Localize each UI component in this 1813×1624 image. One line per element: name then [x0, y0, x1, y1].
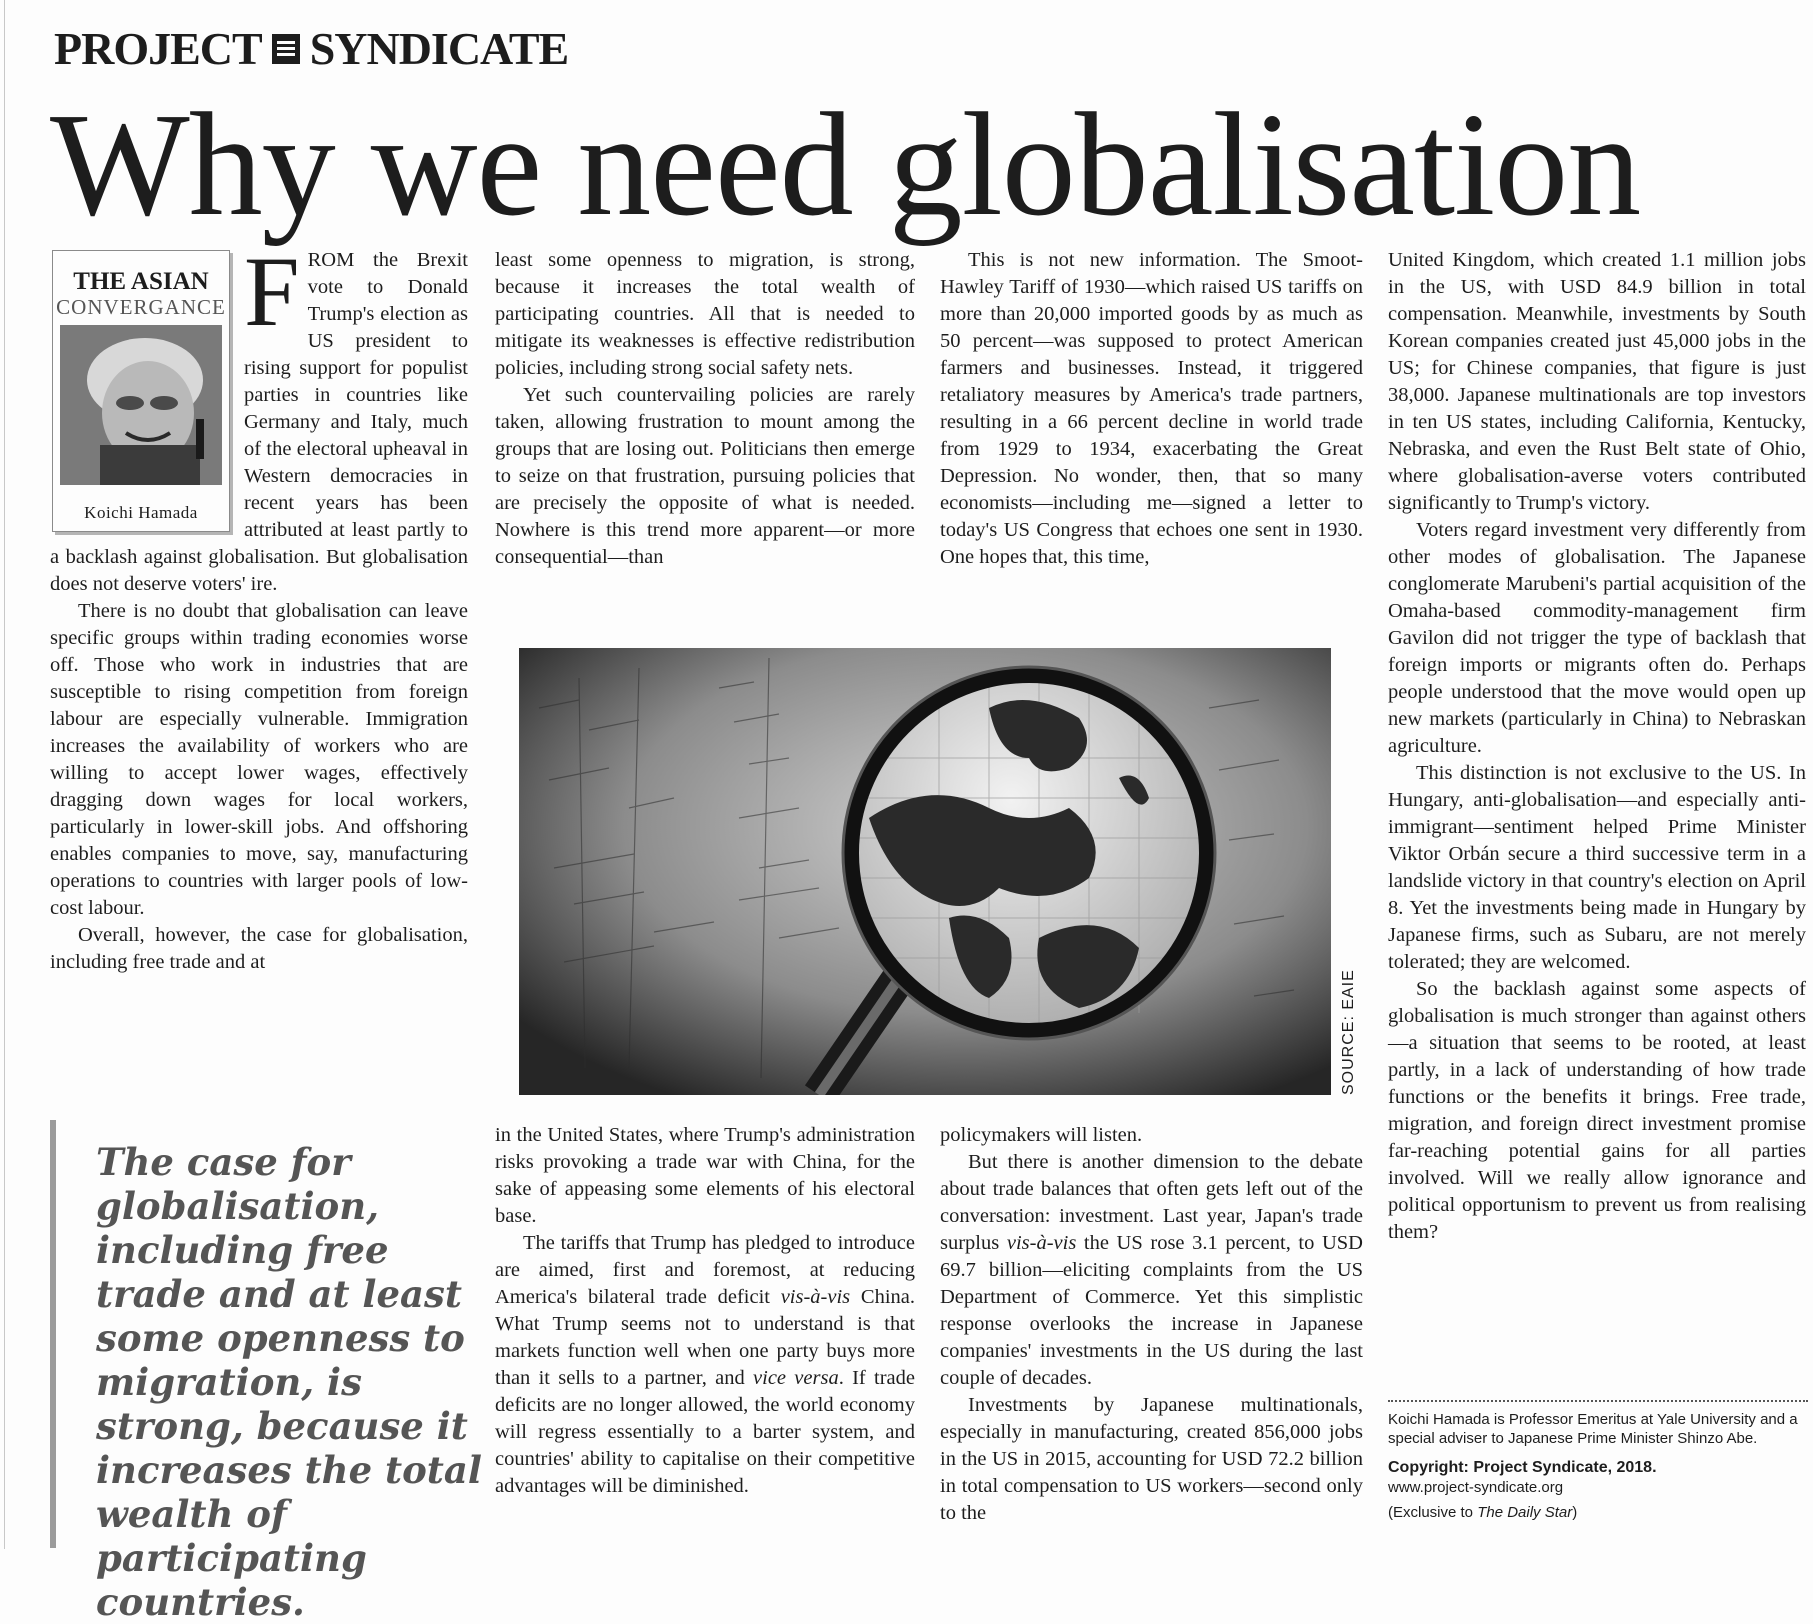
masthead-right-word: SYNDICATE — [309, 23, 569, 74]
paragraph: ROM the Brexit vote to Donald Trump's election as US president to rising support for populist parties in countries like Germany and Italy, much of the electoral upheaval in Western democracies in recent years has been attributed at least partly to a backlash against globalisation. But globalisation does not deserve voters' ire. — [50, 249, 468, 595]
exclusive-suffix: ) — [1572, 1504, 1578, 1521]
image-source-credit — [1340, 970, 1360, 1095]
italic-term: vis-à-vis — [1006, 1232, 1077, 1254]
bio-text: Koichi Hamada is Professor Emeritus at Yale University and a special adviser to Japanese Prime Minister Shinzo Abe. — [1388, 1411, 1798, 1447]
column-series-subtitle: CONVERGANCE — [56, 295, 226, 319]
syndicate-logo-icon — [272, 34, 300, 64]
masthead-logo — [54, 22, 568, 75]
exclusive-prefix: (Exclusive to — [1388, 1504, 1478, 1521]
page-left-rule — [4, 0, 5, 1549]
image-source-text: SOURCE: EAIE — [1340, 969, 1357, 1095]
columnist-box — [52, 250, 230, 532]
paragraph: This is not new information. The Smoot-Hawley Tariff of 1930—which raised US tariffs on more than 20,000 imported goods by as much as 50 percent—was supposed to protect American farmers and businesses. Instead, it triggered retaliatory measures by America's trade partners, resulting in a 66 percent decline in world trade from 1929 to 1934, exacerbating the Great Depression. No wonder, then, that so many economists—including me—signed a letter to today's US Congress that echoes one sent in 1930. One hopes that, this time, — [940, 249, 1363, 568]
pull-quote-text: The case for globalisation, including free trade and at least some openness to migration, is strong, because it increases the total wealth of participating countries. — [96, 1140, 482, 1624]
masthead-left-word: PROJECT — [54, 23, 262, 74]
paragraph — [940, 1149, 1363, 1392]
article-column-3-bottom — [940, 1122, 1363, 1527]
pull-quote — [50, 1120, 482, 1624]
paragraph-text: The tariffs that Trump has pledged to introduce are aimed, first and foremost, at reducing America's bilateral trade deficit — [495, 1232, 915, 1308]
newspaper-name: The Daily Star — [1477, 1504, 1573, 1521]
italic-term: vis-à-vis — [780, 1286, 851, 1308]
paragraph: policymakers will listen. — [940, 1124, 1143, 1146]
paragraph: in the United States, where Trump's administration risks provoking a trade war with China, for the sake of appeasing some elements of his electoral base. — [495, 1124, 915, 1227]
author-name: Koichi Hamada — [84, 503, 198, 522]
paragraph: This distinction is not exclusive to the US. In Hungary, anti-globalisation—and especially anti-immigrant—sentiment helped Prime Minister Viktor Orbán secure a third successive term in a landslide victory in that country's election on April 8. Yet the investments being made in Hungary by Japanese firms, such as Subaru, are not merely tolerated; they are welcomed. — [1388, 762, 1806, 973]
italic-term: vice versa — [753, 1367, 839, 1389]
article-column-3-top — [940, 247, 1363, 571]
paragraph-text: . If trade deficits are no longer allowed, the world economy will regress essentially to a barter system, and countries' ability to capitalise on their competitive advantages will be diminished. — [495, 1367, 915, 1497]
paragraph: Overall, however, the case for globalisation, including free trade and at — [50, 924, 468, 973]
article-column-4 — [1388, 247, 1806, 1246]
article-column-1 — [50, 236, 468, 976]
magnifying-glass-map-illustration — [519, 648, 1331, 1095]
paragraph: Yet such countervailing policies are rarely taken, allowing frustration to mount among the groups that are losing out. Politicians then emerge to seize on that frustration, pursuing policies that are precisely the opposite of what is needed. Nowhere is this trend more apparent—or more consequential—than — [495, 384, 915, 568]
website-link[interactable]: www.project-syndicate.org — [1388, 1479, 1564, 1496]
paragraph: least some openness to migration, is strong, because it increases the total wealth of participating countries. All that is needed to mitigate its weaknesses is effective redistribution policies, including strong social safety nets. — [495, 249, 915, 379]
paragraph: Voters regard investment very differently from other modes of globalisation. The Japanese conglomerate Marubeni's partial acquisition of the Omaha-based commodity-management firm Gavilon did not trigger the type of backlash that foreign imports or migrants often do. Perhaps people understood that the move would open up new markets (particularly in China) to Nebraskan agriculture. — [1388, 519, 1806, 757]
drop-cap: F — [244, 236, 300, 347]
column-series-title: THE ASIAN — [73, 268, 209, 295]
exclusive-note — [1388, 1503, 1808, 1522]
article-column-2-top — [495, 247, 915, 571]
article-column-2-bottom — [495, 1122, 915, 1500]
paragraph — [495, 1230, 915, 1500]
paragraph: United Kingdom, which created 1.1 million jobs in the US, with USD 84.9 billion in total compensation. Meanwhile, investments by South Korean companies created just 45,000 jobs in the US; for Chinese companies, that figure is just 38,000. Japanese multinationals are top investors in ten US states, including California, Kentucky, Nebraska, and even the Rust Belt state of Ohio, where globalisation-averse voters contributed significantly to Trump's victory. — [1388, 249, 1806, 514]
paragraph: There is no doubt that globalisation can leave specific groups within trading economies worse off. Those who work in industries that are susceptible to rising competition from foreign labour are especially vulnerable. Immigration increases the availability of workers who are willing to accept lower wages, effectively dragging down wages for local workers, particularly in lower-skill jobs. And offshoring enables companies to move, say, manufacturing operations to countries with larger pools of low-cost labour. — [50, 600, 468, 919]
paragraph-text: China. What Trump seems not to understand is that markets function well when one party buys more than it sells to a partner, and — [495, 1286, 915, 1389]
paragraph-text: the US rose 3.1 percent, to USD 69.7 billion—eliciting complaints from the US Department of Commerce. Yet this simplistic response overlooks the increase in Japanese companies' investments in the US during the last couple of decades. — [940, 1232, 1363, 1389]
author-photo — [60, 325, 222, 485]
paragraph-text: But there is another dimension to the debate about trade balances that often gets left out of the conversation: investment. Last year, Japan's trade surplus — [940, 1151, 1363, 1254]
author-bio — [1388, 1400, 1808, 1522]
paragraph: So the backlash against some aspects of globalisation is much stronger than against others—a situation that seems to be rooted, at least partly, in a lack of understanding of how trade functions or the benefits it brings. Free trade, migration, and foreign direct investment promise far-reaching potential gains for all parties involved. Will we really allow ignorance and political opportunism to prevent us from realising them? — [1388, 978, 1806, 1243]
headline: Why we need globalisation — [50, 83, 1641, 247]
paragraph: Investments by Japanese multinationals, especially in manufacturing, created 856,000 jobs in the US in 2015, accounting for USD 72.2 billion in total compensation to US workers—second only to the — [940, 1394, 1363, 1524]
copyright-line: Copyright: Project Syndicate, 2018. — [1388, 1459, 1657, 1476]
